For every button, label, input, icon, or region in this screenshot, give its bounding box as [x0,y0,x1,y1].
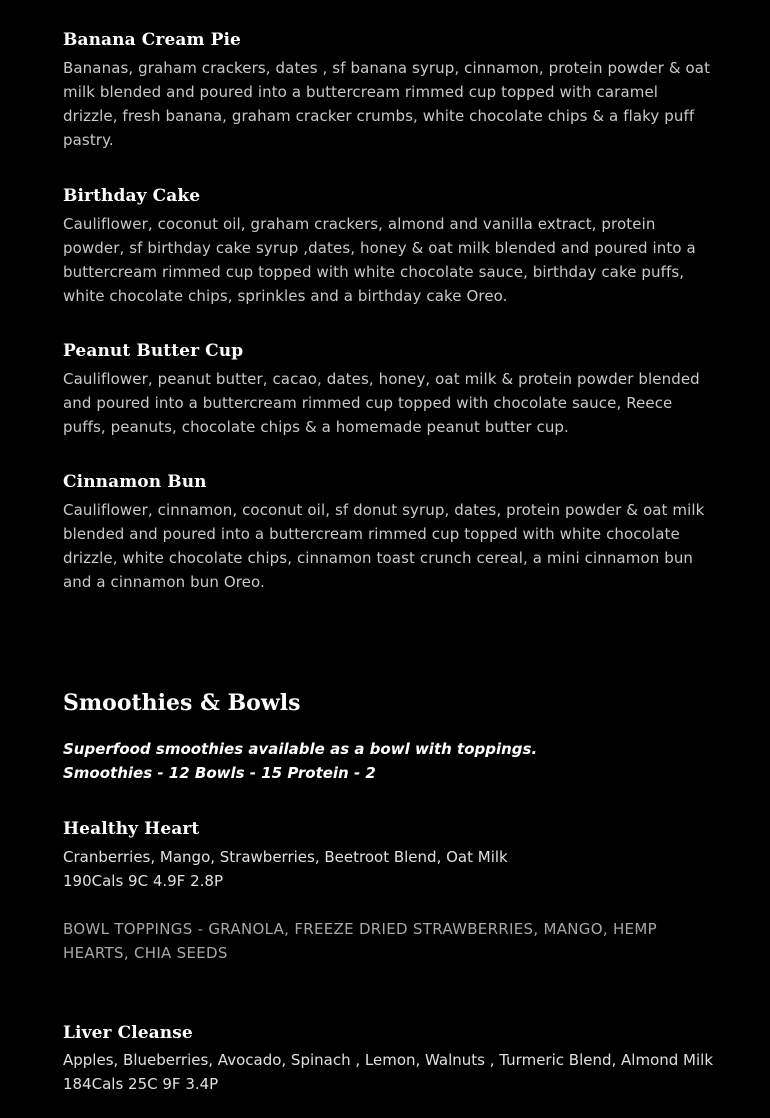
section-smoothies-bowls [63,688,713,718]
smoothies-note [63,737,713,785]
item-description: Cauliflower, coconut oil, graham crackers, almond and vanilla extract, protein powder, sf birthday cake syrup ,dates, honey & oat milk blended and poured into a buttercream rimmed cup topped with white chocolate sauce, birthday cake puffs, white chocolate chips, sprinkles and a birthday cake Oreo. [63,215,696,305]
section-title: Smoothies & Bowls [63,690,301,716]
menu-item-peanut-butter-cup [63,339,713,439]
item-toppings: BOWL TOPPINGS - GRANOLA, FREEZE DRIED STRAWBERRIES, MANGO, HEMP HEARTS, CHIA SEEDS [63,920,657,962]
item-title: Cinnamon Bun [63,472,207,492]
item-title: Birthday Cake [63,186,201,206]
item-description: Cauliflower, cinnamon, coconut oil, sf donut syrup, dates, protein powder & oat milk blended and poured into a buttercream rimmed cup topped with white chocolate drizzle, white chocolate chips, cinnamon toast crunch cereal, a mini cinnamon bun and a cinnamon bun Oreo. [63,501,705,591]
note-line: Superfood smoothies available as a bowl with toppings. [63,740,538,758]
item-nutrition: 184Cals 25C 9F 3.4P [63,1075,219,1093]
menu-item-healthy-heart [63,817,713,965]
item-title: Healthy Heart [63,819,200,839]
item-description: Cauliflower, peanut butter, cacao, dates, honey, oat milk & protein powder blended and poured into a buttercream rimmed cup topped with chocolate sauce, Reece puffs, peanuts, chocolate chips & a homemade peanut butter cup. [63,370,700,436]
item-title: Banana Cream Pie [63,30,241,50]
price-line: Smoothies - 12 Bowls - 15 Protein - 2 [63,764,376,782]
menu-item-cinnamon-bun [63,470,713,594]
item-ingredients: Cranberries, Mango, Strawberries, Beetroot Blend, Oat Milk [63,848,508,866]
item-nutrition: 190Cals 9C 4.9F 2.8P [63,872,223,890]
menu-item-birthday-cake [63,184,713,308]
item-ingredients: Apples, Blueberries, Avocado, Spinach , Lemon, Walnuts , Turmeric Blend, Almond Milk [63,1051,714,1069]
item-title: Peanut Butter Cup [63,341,244,361]
menu-item-liver-cleanse [63,1021,713,1096]
item-title: Liver Cleanse [63,1023,193,1043]
item-description: Bananas, graham crackers, dates , sf banana syrup, cinnamon, protein powder & oat milk blended and poured into a buttercream rimmed cup topped with caramel drizzle, fresh banana, graham cracker crumbs, white chocolate chips & a flaky puff pastry. [63,59,711,149]
menu-item-banana-cream-pie [63,28,713,152]
